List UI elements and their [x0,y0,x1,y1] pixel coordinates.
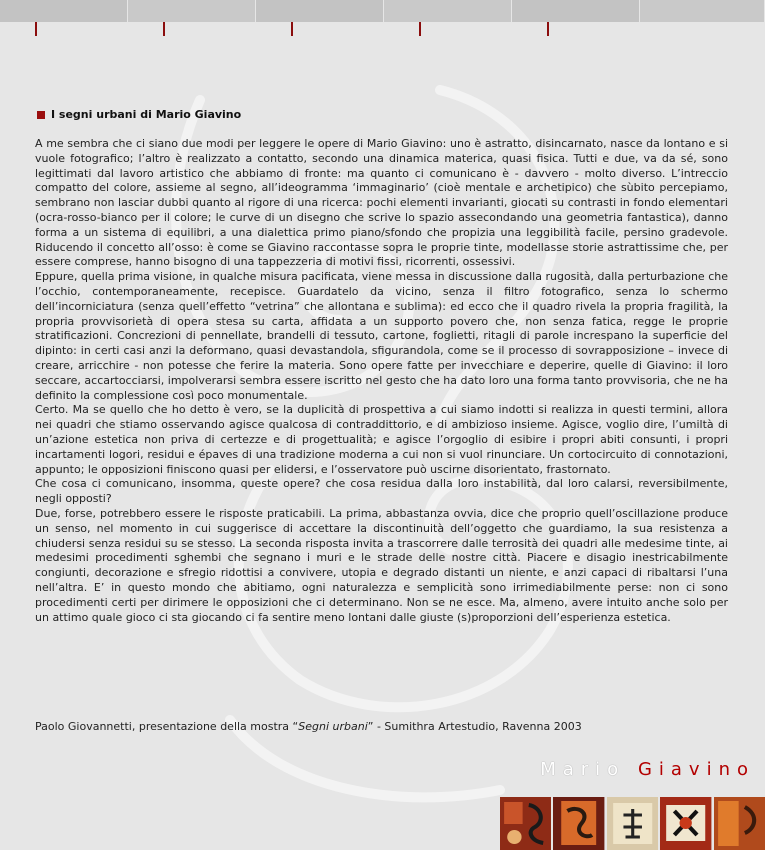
paragraph: A me sembra che ci siano due modi per leggere le opere di Mario Giavino: uno è astratto, disincarnato, nasce da lontano e si vuole fotografico; l’altro è realizzato a contatto, secondo una dinamica materica, quasi fisica. Tutti e due, va da sé, sono legittimati dal lavoro artistico che abbiamo di fronte: ma quanto ci comunicano è - davvero - molto diverso. L’intreccio compatto del colore, assieme al segno, all’ideogramma ‘immaginario’ (cioè mentale e archetipico) che sùbito percepiamo, sembrano non lasciar dubbi quanto al rigore di una ricerca: pochi elementi invarianti, giocati su contrasti in fondo elementari (ocra-rosso-bianco per il colore; le curve di un disegno che scrive lo spazio assecondando una geometria fantastica), danno forma a un sistema di equilibri, a una dialettica primo piano/sfondo che propizia una leggibilità facile, persino gradevole. Riducendo il concetto all’osso: è come se Giavino raccontasse sopra le proprie tinte, modellasse storie astrattissime che, per essere comprese, hanno bisogno di una tappezzeria di motivi fissi, ricorrenti, ossessivi. [35,137,728,269]
nav-tab-4[interactable] [384,0,512,22]
exhibition-title: Segni urbani [298,720,368,733]
logo-first-name: Mario [540,759,626,780]
nav-marker [163,22,165,36]
artwork-thumbnail[interactable] [660,797,711,850]
nav-tab-5[interactable] [512,0,640,22]
article-body [35,137,728,625]
attribution [35,720,728,733]
nav-marker [35,22,37,36]
artwork-thumbnail[interactable] [500,797,551,850]
nav-tab-6[interactable] [640,0,765,22]
artwork-thumbnails [500,797,765,850]
paragraph: Due, forse, potrebbero essere le risposte praticabili. La prima, abbastanza ovvia, dice che proprio quell’oscillazione produce un senso, nel momento in cui suggerisce di accettare la discontinuità dell’oggetto che guardiamo, la sua resistenza a chiudersi senza residui su se stesso. La seconda risposta invita a trascorrere dalle terrosità dei quadri alle medesime tinte, ai medesimi procedimenti sghembi che segnano i muri e le strade delle nostre città. Piacere e disagio inestricabilmente congiunti, decorazione e sfregio ridottisi a convivere, utopia e degrado distanti un niente, e anzi capaci di ribaltarsi l’una nell’altra. E’ in questo mondo che abitiamo, ogni naturalezza e semplicità sono irrimediabilmente perse: non ci sono procedimenti certi per dirimere le opposizioni che ci determinano. Non se ne esce. Ma, almeno, avere intuito anche solo per un attimo quale gioco ci sta giocando ci fa sentire meno lontani dalle giuste (s)proporzioni dell’esperienza estetica. [35,506,728,624]
logo-last-name: Giavino [637,759,755,780]
artwork-thumbnail[interactable] [607,797,658,850]
nav-marker [419,22,421,36]
heading-text: I segni urbani di Mario Giavino [51,108,242,121]
artwork-thumbnail[interactable] [553,797,604,850]
paragraph: Che cosa ci comunicano, insomma, queste opere? che cosa residua dalla loro instabilità, dal loro calarsi, reversibilmente, negli opposti? [35,477,728,506]
top-navigation [0,0,765,22]
article-heading [37,108,241,121]
attribution-suffix: ” - Sumithra Artestudio, Ravenna 2003 [367,720,582,733]
paragraph: Eppure, quella prima visione, in qualche misura pacificata, viene messa in discussione dalla rugosità, dalla perturbazione che l’occhio, contemporaneamente, recepisce. Guardatelo da vicino, senza il filtro fotografico, senza lo schermo dell’incorniciatura (senza quell’effetto “vetrina” che allontana e sublima): ed ecco che il quadro rivela la propria fragilità, la propria provvisorietà di opera stesa su carta, affidata a un supporto povero che, non senza fatica, regge le proprie stratificazioni. Concrezioni di pennellate, brandelli di tessuto, cartone, foglietti, ritagli di parole increspano la superficie del dipinto: in certi casi anzi la deformano, quasi devastandola, sfigurandola, come se il processo di sovrapposizione – invece di creare, arricchire - non potesse che ferire la materia. Sono opere fatte per invecchiare e deperire, quelle di Giavino: il loro seccare, accartocciarsi, impolverarsi sembra essere iscritto nel gesto che ha dato loro una forma tanto provvisoria, che ne ha definito la complessione così poco monumentale. [35,270,728,402]
artwork-thumbnail[interactable] [714,797,765,850]
nav-tab-2[interactable] [128,0,256,22]
attribution-prefix: Paolo Giovannetti, presentazione della mostra “ [35,720,299,733]
nav-marker [547,22,549,36]
paragraph: Certo. Ma se quello che ho detto è vero, se la duplicità di prospettiva a cui siamo indotti si realizza in questi termini, allora nei quadri che stiamo osservando agisce qualcosa di contraddittorio, e di ambizioso insieme. Agisce, voglio dire, l’umiltà di un’azione estetica non priva di certezze e di progettualità; e agisce l’orgoglio di esibire i propri abiti consunti, i propri incartamenti logori, residui e épaves di una tradizione moderna a cui non si vuol rinunciare. Un cortocircuito di connotazioni, appunto; le opposizioni finiscono quasi per elidersi, e l’osservatore può uscirne disorientato, frastornato. [35,403,728,476]
artist-logo [540,759,755,780]
nav-marker [291,22,293,36]
nav-tab-3[interactable] [256,0,384,22]
bullet-square-icon [37,111,45,119]
nav-tab-1[interactable] [0,0,128,22]
